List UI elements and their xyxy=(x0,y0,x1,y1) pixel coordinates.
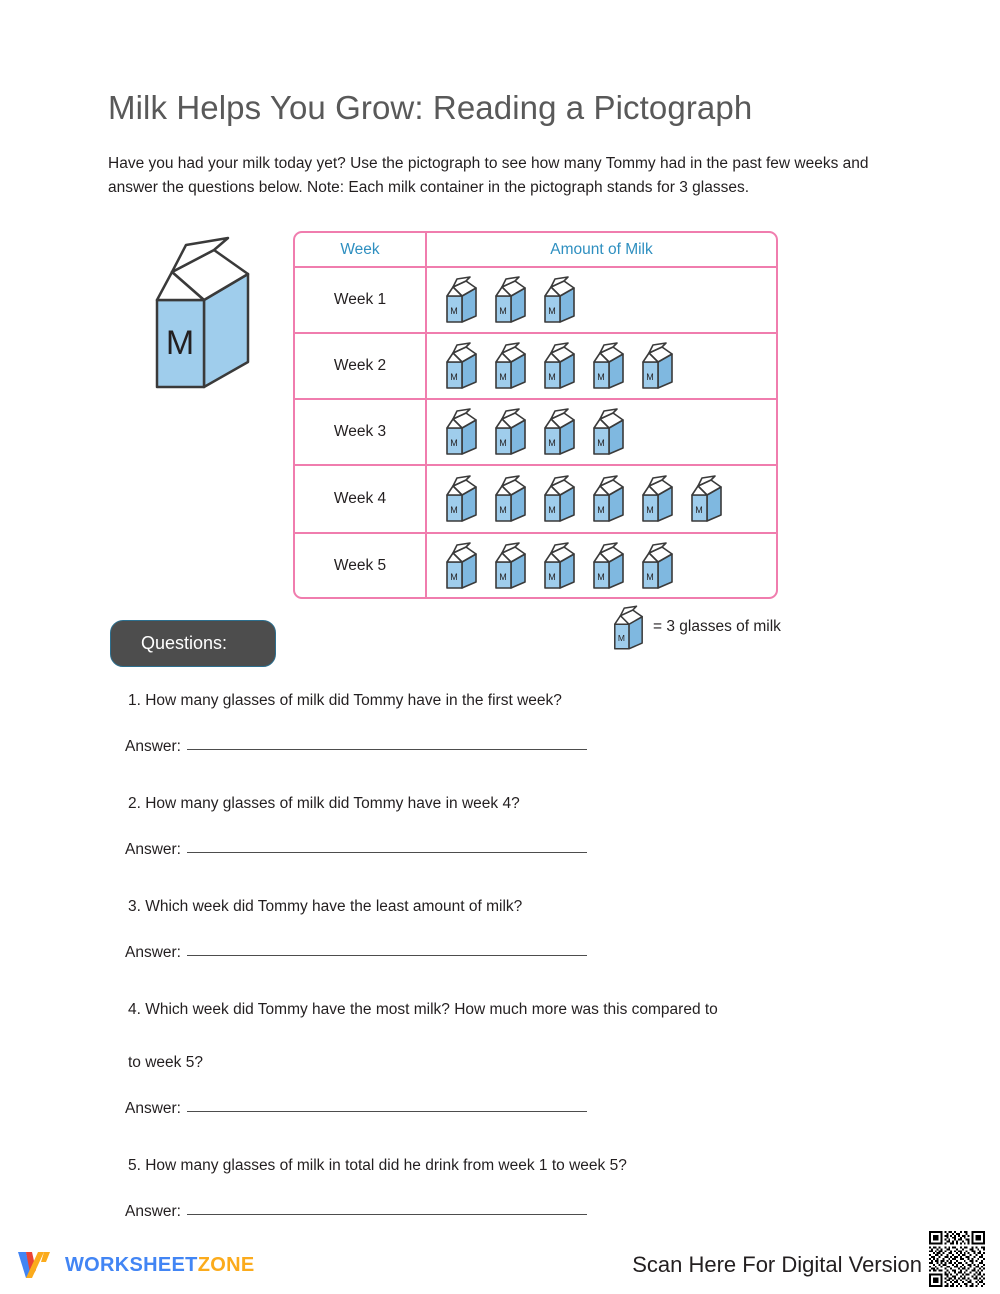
legend-label: = 3 glasses of milk xyxy=(653,618,781,635)
milk-carton-icon xyxy=(590,475,626,523)
milk-carton-icon xyxy=(492,408,528,456)
row-icons-week-4 xyxy=(427,466,776,532)
milk-carton-icon xyxy=(443,475,479,523)
milk-carton-icon xyxy=(590,342,626,390)
svg-text:M: M xyxy=(597,372,605,382)
questions-badge xyxy=(110,620,276,667)
answer-label: Answer: xyxy=(125,1100,181,1117)
milk-carton-icon xyxy=(443,542,479,590)
answer-row xyxy=(125,1100,928,1118)
table-row xyxy=(295,334,776,400)
logo-text-worksheet: WORKSHEET xyxy=(65,1253,198,1276)
milk-carton-icon xyxy=(443,408,479,456)
milk-carton-icon xyxy=(492,475,528,523)
milk-carton-icon xyxy=(590,408,626,456)
milk-carton-icon xyxy=(443,542,479,590)
carton-letter: M xyxy=(165,324,195,362)
svg-text:M: M xyxy=(548,571,556,582)
milk-carton-icon xyxy=(541,342,577,390)
row-icons-week-5 xyxy=(427,534,776,597)
question-text: 1. How many glasses of milk did Tommy have in the first week? xyxy=(128,692,562,709)
row-icons-week-3 xyxy=(427,400,776,464)
milk-carton-icon xyxy=(492,276,528,324)
question-item xyxy=(125,999,928,1118)
milk-carton-icon xyxy=(443,276,479,324)
milk-carton-icon xyxy=(611,605,645,651)
svg-text:M: M xyxy=(597,438,605,448)
svg-text:M: M xyxy=(646,571,654,582)
milk-carton-icon xyxy=(639,342,675,390)
milk-carton-icon xyxy=(443,342,479,390)
svg-text:M: M xyxy=(548,306,556,316)
milk-carton-icon xyxy=(443,342,479,390)
milk-carton-icon xyxy=(541,475,577,523)
table-row xyxy=(295,466,776,534)
milk-carton-illustration xyxy=(142,232,266,390)
scan-instruction-text: Scan Here For Digital Version xyxy=(632,1252,922,1277)
milk-carton-icon xyxy=(443,475,479,523)
row-label-week-5: Week 5 xyxy=(295,534,427,597)
question-item xyxy=(125,896,928,962)
svg-text:M: M xyxy=(499,372,507,382)
answer-label: Answer: xyxy=(125,944,181,961)
milk-carton-icon xyxy=(492,342,528,390)
table-row xyxy=(295,268,776,334)
milk-carton-icon xyxy=(541,408,577,456)
answer-row xyxy=(125,738,928,756)
legend-carton-icon xyxy=(611,605,645,651)
milk-carton-icon xyxy=(590,542,626,590)
questions-list xyxy=(125,690,928,1258)
question-text: 2. How many glasses of milk did Tommy have in week 4? xyxy=(128,795,520,812)
question-text: 3. Which week did Tommy have the least amount of milk? xyxy=(128,898,523,915)
svg-text:M: M xyxy=(646,505,654,515)
logo-text-zone: ZONE xyxy=(197,1253,255,1276)
svg-text:M: M xyxy=(597,571,605,582)
answer-blank-line[interactable] xyxy=(187,851,587,853)
milk-carton-icon xyxy=(443,276,479,324)
milk-carton-icon xyxy=(639,542,675,590)
question-item xyxy=(125,1155,928,1221)
page-title: Milk Helps You Grow: Reading a Pictograph xyxy=(108,89,753,126)
milk-carton-icon xyxy=(688,475,724,523)
milk-carton-icon xyxy=(492,542,528,590)
qr-code[interactable] xyxy=(929,1231,985,1287)
svg-text:M: M xyxy=(450,571,458,582)
milk-carton-icon xyxy=(541,475,577,523)
milk-carton-icon xyxy=(492,342,528,390)
svg-text:M: M xyxy=(499,438,507,448)
milk-carton-icon xyxy=(639,542,675,590)
milk-carton-icon xyxy=(590,342,626,390)
milk-carton-icon xyxy=(590,542,626,590)
answer-row xyxy=(125,841,928,859)
milk-carton-icon xyxy=(541,276,577,324)
milk-carton-icon xyxy=(639,475,675,523)
column-header-week: Week xyxy=(295,233,427,266)
row-label-week-2: Week 2 xyxy=(295,334,427,398)
answer-blank-line[interactable] xyxy=(187,1110,587,1112)
question-item xyxy=(125,690,928,756)
legend xyxy=(611,605,781,651)
svg-text:M: M xyxy=(695,505,703,515)
svg-text:M: M xyxy=(450,306,458,316)
answer-label: Answer: xyxy=(125,1203,181,1220)
answer-row xyxy=(125,1203,928,1221)
row-label-week-4: Week 4 xyxy=(295,466,427,532)
column-header-amount: Amount of Milk xyxy=(550,240,653,258)
milk-carton-icon xyxy=(590,475,626,523)
milk-carton-icon xyxy=(541,276,577,324)
logo-wordmark xyxy=(65,1254,254,1277)
svg-text:M: M xyxy=(617,633,625,644)
worksheet-zone-logo[interactable] xyxy=(16,1248,254,1282)
milk-carton-icon xyxy=(492,408,528,456)
milk-carton-icon xyxy=(541,542,577,590)
row-label-week-3: Week 3 xyxy=(295,400,427,464)
milk-carton-icon xyxy=(639,475,675,523)
milk-carton-icon xyxy=(541,342,577,390)
milk-carton-icon xyxy=(541,542,577,590)
milk-carton-icon xyxy=(688,475,724,523)
milk-carton-icon xyxy=(639,342,675,390)
logo-w-mark-icon xyxy=(16,1248,56,1282)
svg-text:M: M xyxy=(450,372,458,382)
milk-carton-icon xyxy=(492,542,528,590)
milk-carton-icon xyxy=(492,475,528,523)
svg-text:M: M xyxy=(450,438,458,448)
question-item xyxy=(125,793,928,859)
svg-text:M: M xyxy=(450,505,458,515)
answer-blank-line[interactable] xyxy=(187,748,587,750)
table-header-row xyxy=(295,233,776,268)
svg-text:M: M xyxy=(499,306,507,316)
svg-text:M: M xyxy=(499,505,507,515)
row-icons-week-1 xyxy=(427,268,776,332)
svg-text:M: M xyxy=(548,505,556,515)
row-icons-week-2 xyxy=(427,334,776,398)
question-text: 4. Which week did Tommy have the most milk? How much more was this compared to xyxy=(128,1001,718,1018)
answer-blank-line[interactable] xyxy=(187,954,587,956)
svg-text:M: M xyxy=(499,571,507,582)
answer-label: Answer: xyxy=(125,841,181,858)
milk-carton-icon xyxy=(541,408,577,456)
milk-carton-icon xyxy=(443,408,479,456)
question-text: 5. How many glasses of milk in total did he drink from week 1 to week 5? xyxy=(128,1157,627,1174)
svg-text:M: M xyxy=(548,372,556,382)
pictograph-table xyxy=(293,231,778,599)
milk-carton-icon xyxy=(590,408,626,456)
milk-carton-icon xyxy=(492,276,528,324)
questions-badge-label: Questions: xyxy=(141,633,228,653)
table-row xyxy=(295,400,776,466)
answer-row xyxy=(125,944,928,962)
svg-text:M: M xyxy=(646,372,654,382)
table-row xyxy=(295,534,776,597)
intro-paragraph: Have you had your milk today yet? Use the pictograph to see how many Tommy had in the past few weeks and answer the questions below. Note: Each milk container in the pictograph stands for 3 glasses. xyxy=(108,155,869,196)
row-label-week-1: Week 1 xyxy=(295,268,427,332)
milk-carton-icon xyxy=(142,232,266,390)
svg-text:M: M xyxy=(548,438,556,448)
answer-label: Answer: xyxy=(125,738,181,755)
svg-text:M: M xyxy=(597,505,605,515)
answer-blank-line[interactable] xyxy=(187,1213,587,1215)
question-text-continuation: to week 5? xyxy=(128,1054,203,1071)
